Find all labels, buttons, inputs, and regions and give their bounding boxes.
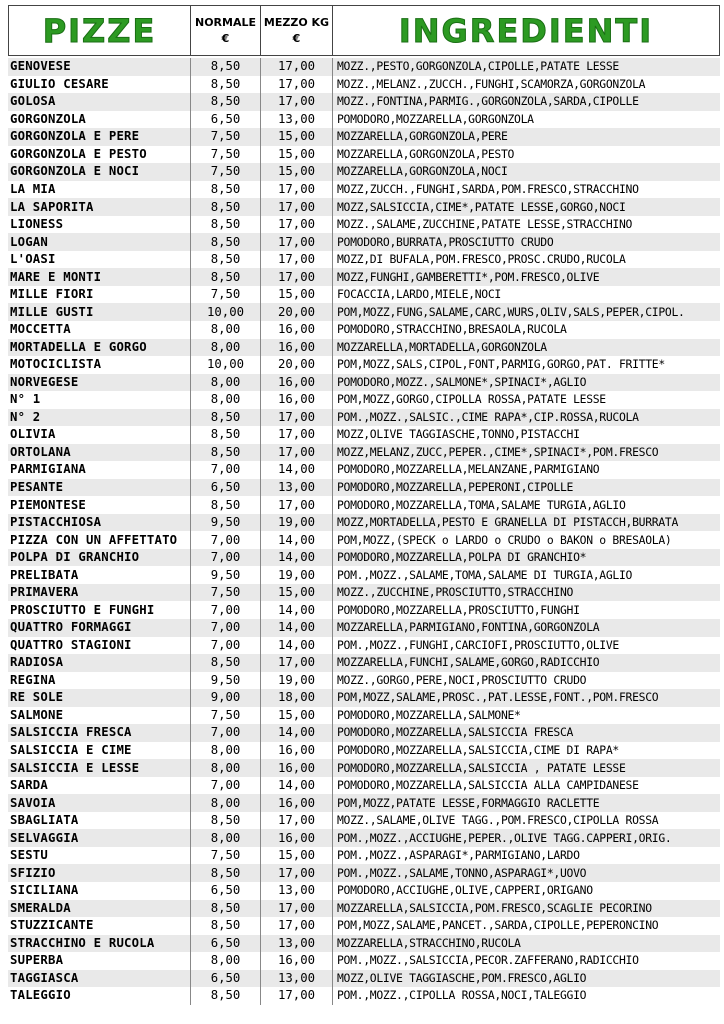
ingredients: POMODORO,ACCIUGHE,OLIVE,CAPPERI,ORIGANO xyxy=(332,882,720,900)
price-mezzo-kg: 20,00 xyxy=(260,303,332,321)
price-normale: 8,00 xyxy=(190,794,260,812)
price-mezzo-kg: 16,00 xyxy=(260,374,332,392)
mezzo-header-cell xyxy=(261,6,333,55)
pizza-name: L'OASI xyxy=(10,252,56,267)
price-normale: 7,50 xyxy=(190,847,260,865)
price-normale: 8,50 xyxy=(190,76,260,94)
pizza-name: SUPERBA xyxy=(10,953,64,968)
price-normale: 8,50 xyxy=(190,812,260,830)
price-normale: 7,00 xyxy=(190,637,260,655)
table-row xyxy=(8,882,720,900)
price-normale: 7,50 xyxy=(190,163,260,181)
table-row xyxy=(8,759,720,777)
price-mezzo-kg: 17,00 xyxy=(260,216,332,234)
pizza-name: MILLE FIORI xyxy=(10,287,94,302)
pizza-name: PIEMONTESE xyxy=(10,497,87,512)
pizza-name: SESTU xyxy=(10,848,49,863)
price-normale: 8,00 xyxy=(190,339,260,357)
table-row xyxy=(8,93,720,111)
ingredients: POMODORO,MOZZARELLA,SALMONE* xyxy=(332,707,720,725)
price-mezzo-kg: 14,00 xyxy=(260,549,332,567)
pizza-name: QUATTRO STAGIONI xyxy=(10,637,132,652)
price-normale: 7,50 xyxy=(190,128,260,146)
ingredients: POMODORO,MOZZARELLA,MELANZANE,PARMIGIANO xyxy=(332,461,720,479)
pizza-name: LA SAPORITA xyxy=(10,199,94,214)
price-normale: 8,00 xyxy=(190,952,260,970)
price-normale: 8,50 xyxy=(190,900,260,918)
price-mezzo-kg: 15,00 xyxy=(260,146,332,164)
menu-rows xyxy=(8,58,720,1005)
table-row xyxy=(8,444,720,462)
table-row xyxy=(8,619,720,637)
price-mezzo-kg: 17,00 xyxy=(260,93,332,111)
ingredients: POM.,MOZZ.,SALSICCIA,PECOR.ZAFFERANO,RADICCHIO xyxy=(332,952,720,970)
price-mezzo-kg: 17,00 xyxy=(260,426,332,444)
pizza-name: PIZZA CON UN AFFETTATO xyxy=(10,532,178,547)
table-row xyxy=(8,531,720,549)
table-row xyxy=(8,233,720,251)
pizza-name: MOCCETTA xyxy=(10,322,71,337)
pizza-name: GORGONZOLA E PERE xyxy=(10,129,140,144)
price-mezzo-kg: 17,00 xyxy=(260,409,332,427)
price-mezzo-kg: 15,00 xyxy=(260,707,332,725)
price-normale: 8,50 xyxy=(190,409,260,427)
price-mezzo-kg: 16,00 xyxy=(260,794,332,812)
pizza-name: MARE E MONTI xyxy=(10,269,102,284)
pizza-name: PARMIGIANA xyxy=(10,462,87,477)
mezzo-label: MEZZO KG xyxy=(263,15,330,29)
price-mezzo-kg: 13,00 xyxy=(260,111,332,129)
ingredients: POM,MOZZ,FUNG,SALAME,CARC,WURS,OLIV,SALS,PEPER,CIPOL. xyxy=(332,303,720,321)
price-mezzo-kg: 17,00 xyxy=(260,251,332,269)
price-mezzo-kg: 17,00 xyxy=(260,812,332,830)
pizza-name: PRIMAVERA xyxy=(10,585,79,600)
table-row xyxy=(8,268,720,286)
price-mezzo-kg: 16,00 xyxy=(260,391,332,409)
price-normale: 9,00 xyxy=(190,689,260,707)
price-mezzo-kg: 16,00 xyxy=(260,829,332,847)
pizza-name: PROSCIUTTO E FUNGHI xyxy=(10,602,155,617)
price-normale: 6,50 xyxy=(190,479,260,497)
pizza-name: LOGAN xyxy=(10,234,49,249)
ingredients: MOZZARELLA,SALSICCIA,POM.FRESCO,SCAGLIE PECORINO xyxy=(332,900,720,918)
ingredients: MOZZARELLA,GORGONZOLA,PESTO xyxy=(332,146,720,164)
price-normale: 8,00 xyxy=(190,391,260,409)
table-row xyxy=(8,777,720,795)
pizza-name: QUATTRO FORMAGGI xyxy=(10,620,132,635)
pizza-name: LA MIA xyxy=(10,181,56,196)
price-normale: 8,50 xyxy=(190,987,260,1005)
price-normale: 8,50 xyxy=(190,181,260,199)
ingredients: POMODORO,MOZZARELLA,POLPA DI GRANCHIO* xyxy=(332,549,720,567)
ingredients: MOZZ.,PESTO,GORGONZOLA,CIPOLLE,PATATE LESSE xyxy=(332,58,720,76)
pizza-name: LIONESS xyxy=(10,217,64,232)
ingredients: POMODORO,MOZZARELLA,SALSICCIA ALLA CAMPIDANESE xyxy=(332,777,720,795)
price-mezzo-kg: 17,00 xyxy=(260,198,332,216)
table-row xyxy=(8,794,720,812)
normale-unit: € xyxy=(221,31,230,45)
price-mezzo-kg: 15,00 xyxy=(260,584,332,602)
price-mezzo-kg: 17,00 xyxy=(260,917,332,935)
ingredients: POM,MOZZ,SALAME,PROSC.,PAT.LESSE,FONT.,POM.FRESCO xyxy=(332,689,720,707)
ingredients: POM,MOZZ,PATATE LESSE,FORMAGGIO RACLETTE xyxy=(332,794,720,812)
pizza-name: SBAGLIATA xyxy=(10,813,79,828)
ingredients: POM,MOZZ,GORGO,CIPOLLA ROSSA,PATATE LESSE xyxy=(332,391,720,409)
price-mezzo-kg: 14,00 xyxy=(260,724,332,742)
price-mezzo-kg: 17,00 xyxy=(260,76,332,94)
price-normale: 10,00 xyxy=(190,303,260,321)
price-normale: 7,50 xyxy=(190,146,260,164)
ingredients: MOZZ,DI BUFALA,POM.FRESCO,PROSC.CRUDO,RUCOLA xyxy=(332,251,720,269)
ingredients: POMODORO,BURRATA,PROSCIUTTO CRUDO xyxy=(332,233,720,251)
pizza-name: SARDA xyxy=(10,778,49,793)
price-mezzo-kg: 17,00 xyxy=(260,987,332,1005)
pizza-name: OLIVIA xyxy=(10,427,56,442)
price-normale: 6,50 xyxy=(190,111,260,129)
price-mezzo-kg: 16,00 xyxy=(260,339,332,357)
price-mezzo-kg: 17,00 xyxy=(260,58,332,76)
table-row xyxy=(8,461,720,479)
price-mezzo-kg: 17,00 xyxy=(260,444,332,462)
table-row xyxy=(8,742,720,760)
table-row xyxy=(8,724,720,742)
table-row xyxy=(8,76,720,94)
price-normale: 8,50 xyxy=(190,198,260,216)
table-row xyxy=(8,198,720,216)
price-normale: 8,00 xyxy=(190,742,260,760)
price-normale: 7,50 xyxy=(190,584,260,602)
table-row xyxy=(8,374,720,392)
ingredients: POM,MOZZ,(SPECK o LARDO o CRUDO o BAKON o BRESAOLA) xyxy=(332,531,720,549)
price-mezzo-kg: 16,00 xyxy=(260,759,332,777)
price-normale: 10,00 xyxy=(190,356,260,374)
price-normale: 9,50 xyxy=(190,566,260,584)
price-mezzo-kg: 14,00 xyxy=(260,619,332,637)
price-mezzo-kg: 17,00 xyxy=(260,268,332,286)
ingredients: MOZZARELLA,FUNCHI,SALAME,GORGO,RADICCHIO xyxy=(332,654,720,672)
pizza-name: PISTACCHIOSA xyxy=(10,515,102,530)
table-row xyxy=(8,864,720,882)
ingredients: MOZZ,SALSICCIA,CIME*,PATATE LESSE,GORGO,NOCI xyxy=(332,198,720,216)
price-normale: 8,50 xyxy=(190,268,260,286)
pizza-name: SMERALDA xyxy=(10,900,71,915)
table-row xyxy=(8,426,720,444)
price-mezzo-kg: 16,00 xyxy=(260,952,332,970)
price-normale: 9,50 xyxy=(190,514,260,532)
price-mezzo-kg: 15,00 xyxy=(260,286,332,304)
table-row xyxy=(8,514,720,532)
ingredients: MOZZ,FUNGHI,GAMBERETTI*,POM.FRESCO,OLIVE xyxy=(332,268,720,286)
pizza-name: GORGONZOLA E NOCI xyxy=(10,164,140,179)
price-normale: 8,00 xyxy=(190,829,260,847)
table-row xyxy=(8,163,720,181)
ingredients: POM.,MOZZ.,SALAME,TONNO,ASPARAGI*,UOVO xyxy=(332,864,720,882)
pizza-name: GOLOSA xyxy=(10,94,56,109)
table-row xyxy=(8,111,720,129)
table-row xyxy=(8,356,720,374)
price-mezzo-kg: 14,00 xyxy=(260,601,332,619)
price-normale: 7,50 xyxy=(190,707,260,725)
price-normale: 7,00 xyxy=(190,601,260,619)
table-row xyxy=(8,181,720,199)
table-row xyxy=(8,970,720,988)
ingredients: POM.,MOZZ.,SALSIC.,CIME RAPA*,CIP.ROSSA,RUCOLA xyxy=(332,409,720,427)
pizza-name: N° 1 xyxy=(10,392,41,407)
table-row xyxy=(8,496,720,514)
pizze-header-cell xyxy=(9,6,191,55)
table-row xyxy=(8,689,720,707)
price-normale: 7,00 xyxy=(190,777,260,795)
price-mezzo-kg: 19,00 xyxy=(260,566,332,584)
table-row xyxy=(8,847,720,865)
pizza-name: SALSICCIA FRESCA xyxy=(10,725,132,740)
pizza-name: SAVOIA xyxy=(10,795,56,810)
price-normale: 8,50 xyxy=(190,864,260,882)
price-normale: 9,50 xyxy=(190,672,260,690)
table-row xyxy=(8,935,720,953)
pizza-name: SALSICCIA E LESSE xyxy=(10,760,140,775)
pizza-name: POLPA DI GRANCHIO xyxy=(10,550,140,565)
ingredients: POMODORO,MOZZARELLA,SALSICCIA , PATATE LESSE xyxy=(332,759,720,777)
pizze-title: PIZZE xyxy=(42,11,157,50)
price-normale: 8,50 xyxy=(190,426,260,444)
ingredients: POMODORO,MOZZARELLA,PROSCIUTTO,FUNGHI xyxy=(332,601,720,619)
price-normale: 7,00 xyxy=(190,619,260,637)
price-mezzo-kg: 13,00 xyxy=(260,935,332,953)
table-row xyxy=(8,479,720,497)
normale-label: NORMALE xyxy=(194,15,256,29)
ingredients: MOZZ.,SALAME,ZUCCHINE,PATATE LESSE,STRACCHINO xyxy=(332,216,720,234)
pizza-name: RADIOSA xyxy=(10,655,64,670)
price-normale: 7,00 xyxy=(190,549,260,567)
price-mezzo-kg: 14,00 xyxy=(260,777,332,795)
ingredients: POMODORO,MOZZARELLA,GORGONZOLA xyxy=(332,111,720,129)
price-normale: 8,50 xyxy=(190,216,260,234)
table-row xyxy=(8,409,720,427)
ingredients: MOZZARELLA,STRACCHINO,RUCOLA xyxy=(332,935,720,953)
ingredients: POMODORO,MOZZARELLA,SALSICCIA,CIME DI RAPA* xyxy=(332,742,720,760)
pizza-name: PRELIBATA xyxy=(10,567,79,582)
ingredients: POM.,MOZZ.,ASPARAGI*,PARMIGIANO,LARDO xyxy=(332,847,720,865)
menu-header xyxy=(8,5,720,56)
table-row xyxy=(8,812,720,830)
price-normale: 8,50 xyxy=(190,233,260,251)
pizza-name: TALEGGIO xyxy=(10,988,71,1003)
ingredients: POM.,MOZZ.,CIPOLLA ROSSA,NOCI,TALEGGIO xyxy=(332,987,720,1005)
price-mezzo-kg: 16,00 xyxy=(260,321,332,339)
table-row xyxy=(8,566,720,584)
pizza-name: MORTADELLA E GORGO xyxy=(10,339,147,354)
pizza-menu xyxy=(8,5,720,1005)
pizza-name: SELVAGGIA xyxy=(10,830,79,845)
price-mezzo-kg: 17,00 xyxy=(260,900,332,918)
price-mezzo-kg: 13,00 xyxy=(260,882,332,900)
price-mezzo-kg: 14,00 xyxy=(260,531,332,549)
normale-header-cell xyxy=(191,6,261,55)
price-mezzo-kg: 15,00 xyxy=(260,847,332,865)
price-mezzo-kg: 19,00 xyxy=(260,672,332,690)
table-row xyxy=(8,987,720,1005)
price-normale: 7,00 xyxy=(190,724,260,742)
price-normale: 8,50 xyxy=(190,654,260,672)
price-mezzo-kg: 17,00 xyxy=(260,181,332,199)
price-normale: 6,50 xyxy=(190,882,260,900)
price-mezzo-kg: 17,00 xyxy=(260,654,332,672)
ingredients: MOZZ,MORTADELLA,PESTO E GRANELLA DI PISTACCH,BURRATA xyxy=(332,514,720,532)
ingredients: MOZZ.,MELANZ.,ZUCCH.,FUNGHI,SCAMORZA,GORGONZOLA xyxy=(332,76,720,94)
ingredients: FOCACCIA,LARDO,MIELE,NOCI xyxy=(332,286,720,304)
table-row xyxy=(8,601,720,619)
price-mezzo-kg: 18,00 xyxy=(260,689,332,707)
table-row xyxy=(8,829,720,847)
ingredients: MOZZARELLA,MORTADELLA,GORGONZOLA xyxy=(332,339,720,357)
table-row xyxy=(8,146,720,164)
ingredients: MOZZARELLA,GORGONZOLA,NOCI xyxy=(332,163,720,181)
table-row xyxy=(8,917,720,935)
pizza-name: SFIZIO xyxy=(10,865,56,880)
ingredients: POMODORO,MOZZARELLA,PEPERONI,CIPOLLE xyxy=(332,479,720,497)
ingredients: POMODORO,MOZZARELLA,TOMA,SALAME TURGIA,AGLIO xyxy=(332,496,720,514)
price-normale: 8,50 xyxy=(190,917,260,935)
pizza-name: REGINA xyxy=(10,672,56,687)
table-row xyxy=(8,549,720,567)
pizza-name: RE SOLE xyxy=(10,690,64,705)
pizza-name: PESANTE xyxy=(10,480,64,495)
ingredients: MOZZ.,GORGO,PERE,NOCI,PROSCIUTTO CRUDO xyxy=(332,672,720,690)
table-row xyxy=(8,637,720,655)
ingredients: MOZZARELLA,PARMIGIANO,FONTINA,GORGONZOLA xyxy=(332,619,720,637)
table-row xyxy=(8,128,720,146)
table-row xyxy=(8,216,720,234)
table-row xyxy=(8,339,720,357)
price-mezzo-kg: 17,00 xyxy=(260,233,332,251)
price-normale: 8,50 xyxy=(190,444,260,462)
price-mezzo-kg: 13,00 xyxy=(260,970,332,988)
ingredients: POMODORO,STRACCHINO,BRESAOLA,RUCOLA xyxy=(332,321,720,339)
pizza-name: GORGONZOLA xyxy=(10,111,87,126)
ingredients: POM.,MOZZ.,SALAME,TOMA,SALAME DI TURGIA,AGLIO xyxy=(332,566,720,584)
ingredients: MOZZ,OLIVE TAGGIASCHE,POM.FRESCO,AGLIO xyxy=(332,970,720,988)
ingredients: POM.,MOZZ.,ACCIUGHE,PEPER.,OLIVE TAGG.CAPPERI,ORIG. xyxy=(332,829,720,847)
price-normale: 7,00 xyxy=(190,531,260,549)
table-row xyxy=(8,900,720,918)
table-row xyxy=(8,391,720,409)
price-mezzo-kg: 16,00 xyxy=(260,742,332,760)
table-row xyxy=(8,303,720,321)
pizza-name: TAGGIASCA xyxy=(10,970,79,985)
price-mezzo-kg: 17,00 xyxy=(260,496,332,514)
ingredients: MOZZ,OLIVE TAGGIASCHE,TONNO,PISTACCHI xyxy=(332,426,720,444)
pizza-name: MILLE GUSTI xyxy=(10,304,94,319)
price-normale: 8,00 xyxy=(190,759,260,777)
ingredients: MOZZ.,FONTINA,PARMIG.,GORGONZOLA,SARDA,CIPOLLE xyxy=(332,93,720,111)
pizza-name: GIULIO CESARE xyxy=(10,76,109,91)
price-normale: 8,50 xyxy=(190,93,260,111)
ingredienti-header-cell xyxy=(333,6,719,55)
table-row xyxy=(8,654,720,672)
pizza-name: SALMONE xyxy=(10,707,64,722)
price-mezzo-kg: 19,00 xyxy=(260,514,332,532)
price-mezzo-kg: 15,00 xyxy=(260,128,332,146)
pizza-name: ORTOLANA xyxy=(10,444,71,459)
table-row xyxy=(8,321,720,339)
price-normale: 7,00 xyxy=(190,461,260,479)
ingredients: POMODORO,MOZZARELLA,SALSICCIA FRESCA xyxy=(332,724,720,742)
price-normale: 8,50 xyxy=(190,496,260,514)
price-normale: 7,50 xyxy=(190,286,260,304)
ingredients: MOZZ.,ZUCCHINE,PROSCIUTTO,STRACCHINO xyxy=(332,584,720,602)
ingredients: POM,MOZZ,SALS,CIPOL,FONT,PARMIG,GORGO,PAT. FRITTE* xyxy=(332,356,720,374)
price-normale: 8,00 xyxy=(190,374,260,392)
price-mezzo-kg: 14,00 xyxy=(260,461,332,479)
pizza-name: MOTOCICLISTA xyxy=(10,357,102,372)
price-mezzo-kg: 20,00 xyxy=(260,356,332,374)
table-row xyxy=(8,952,720,970)
ingredients: POMODORO,MOZZ.,SALMONE*,SPINACI*,AGLIO xyxy=(332,374,720,392)
pizza-name: STRACCHINO E RUCOLA xyxy=(10,935,155,950)
table-row xyxy=(8,672,720,690)
mezzo-unit: € xyxy=(292,31,301,45)
table-row xyxy=(8,584,720,602)
table-row xyxy=(8,251,720,269)
ingredients: MOZZ,ZUCCH.,FUNGHI,SARDA,POM.FRESCO,STRACCHINO xyxy=(332,181,720,199)
ingredients: POM,MOZZ,SALAME,PANCET.,SARDA,CIPOLLE,PEPERONCINO xyxy=(332,917,720,935)
table-row xyxy=(8,58,720,76)
price-mezzo-kg: 14,00 xyxy=(260,637,332,655)
pizza-name: SICILIANA xyxy=(10,883,79,898)
ingredients: MOZZ,MELANZ,ZUCC,PEPER.,CIME*,SPINACI*,POM.FRESCO xyxy=(332,444,720,462)
price-normale: 8,00 xyxy=(190,321,260,339)
ingredienti-title: INGREDIENTI xyxy=(398,11,654,50)
ingredients: MOZZ.,SALAME,OLIVE TAGG.,POM.FRESCO,CIPOLLA ROSSA xyxy=(332,812,720,830)
ingredients: POM.,MOZZ.,FUNGHI,CARCIOFI,PROSCIUTTO,OLIVE xyxy=(332,637,720,655)
table-row xyxy=(8,286,720,304)
pizza-name: STUZZICANTE xyxy=(10,918,94,933)
price-mezzo-kg: 13,00 xyxy=(260,479,332,497)
price-normale: 8,50 xyxy=(190,58,260,76)
table-row xyxy=(8,707,720,725)
price-normale: 6,50 xyxy=(190,970,260,988)
pizza-name: SALSICCIA E CIME xyxy=(10,742,132,757)
ingredients: MOZZARELLA,GORGONZOLA,PERE xyxy=(332,128,720,146)
price-normale: 6,50 xyxy=(190,935,260,953)
pizza-name: NORVEGESE xyxy=(10,374,79,389)
pizza-name: GENOVESE xyxy=(10,59,71,74)
price-mezzo-kg: 17,00 xyxy=(260,864,332,882)
pizza-name: GORGONZOLA E PESTO xyxy=(10,146,147,161)
pizza-name: N° 2 xyxy=(10,409,41,424)
price-normale: 8,50 xyxy=(190,251,260,269)
price-mezzo-kg: 15,00 xyxy=(260,163,332,181)
